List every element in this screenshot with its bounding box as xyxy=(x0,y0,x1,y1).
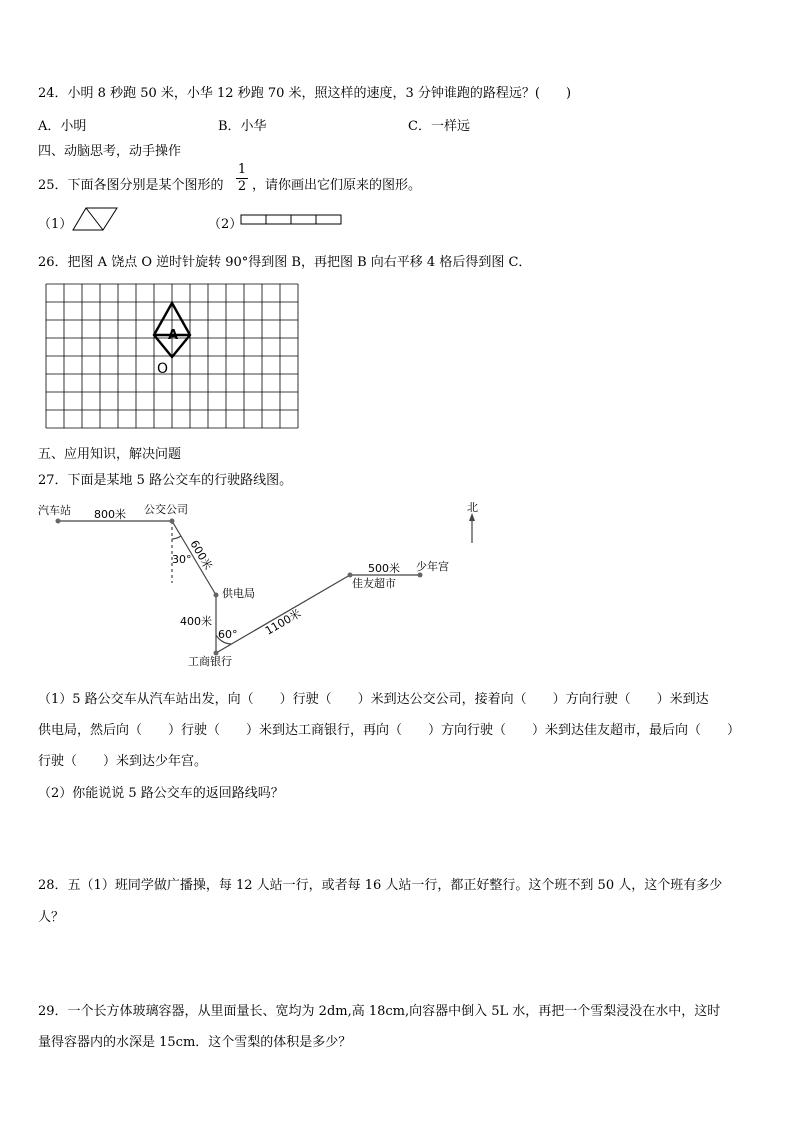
question-25-text-after: ，请你画出它们原来的图形。 xyxy=(252,178,422,193)
distance-800: 800米 xyxy=(94,508,126,521)
q28-line2: 人？ xyxy=(38,910,65,925)
distance-500: 500米 xyxy=(368,562,400,575)
distance-400: 400米 xyxy=(180,615,212,628)
q27-sub1-line2: 供电局，然后向（ ）行驶（ ）米到达工商银行，再向（ ）方向行驶（ ）米到达佳友超市，最后向（ ） xyxy=(38,723,741,738)
q24-option-b: B．小华 xyxy=(218,119,267,134)
fraction-numerator: 1 xyxy=(237,162,247,177)
question-26: 26．把图 A 饶点 O 逆时针旋转 90°得到图 B，再把图 B 向右平移 4 格后得到图 C． xyxy=(38,255,532,270)
strip-half-figure xyxy=(240,214,344,226)
bus-company-label: 公交公司 xyxy=(144,503,188,516)
power-bureau-label: 供电局 xyxy=(222,587,255,600)
rotation-grid xyxy=(44,282,302,432)
point-o-label: O xyxy=(157,361,169,377)
q24-option-a: A．小明 xyxy=(38,119,87,134)
angle-60: 60° xyxy=(218,628,238,641)
supermarket-label: 佳友超市 xyxy=(352,577,396,590)
shape-a-label: A xyxy=(168,328,179,343)
q27-sub1-line3: 行驶（ ）米到达少年宫。 xyxy=(38,754,208,769)
north-label: 北 xyxy=(467,501,478,514)
station-label: 汽车站 xyxy=(38,504,71,517)
section-4-heading: 四、动脑思考，动手操作 xyxy=(38,144,182,159)
q24-option-c: C．一样远 xyxy=(408,119,470,134)
question-27: 27．下面是某地 5 路公交车的行驶路线图。 xyxy=(38,473,293,488)
q29-line2: 量得容器内的水深是 15cm．这个雪梨的体积是多少？ xyxy=(38,1035,352,1050)
question-24: 24．小明 8 秒跑 50 米，小华 12 秒跑 70 米，照这样的速度，3 分钟谁跑的路程远？( ) xyxy=(38,86,572,101)
q27-sub1-line1: （1）5 路公交车从汽车站出发，向（ ）行驶（ ）米到达公交公司，接着向（ ）方向行驶（ ）米到达 xyxy=(38,692,709,707)
angle-30: 30° xyxy=(172,553,192,566)
q28-line1: 28．五（1）班同学做广播操，每 12 人站一行，或者每 16 人站一行，都正好整行。这个班不到 50 人，这个班有多少 xyxy=(38,878,723,893)
distance-1100: 1100米 xyxy=(263,606,304,638)
distance-600: 600米 xyxy=(187,538,215,573)
q29-line1: 29．一个长方体玻璃容器，从里面量长、宽均为 2dm,高 18cm,向容器中倒入 5L 水，再把一个雪梨浸没在水中，这时 xyxy=(38,1004,721,1019)
q25-label-2: （2） xyxy=(208,217,243,232)
fraction-one-half xyxy=(236,163,248,194)
youth-palace-label: 少年宫 xyxy=(416,560,449,573)
q25-label-1: （1） xyxy=(38,217,73,232)
q27-sub2: （2）你能说说 5 路公交车的返回路线吗？ xyxy=(38,786,284,801)
bus-route-map xyxy=(30,495,500,675)
bank-label: 工商银行 xyxy=(188,655,232,668)
parallelogram-half-figure xyxy=(72,206,120,232)
section-5-heading: 五、应用知识，解决问题 xyxy=(38,447,182,462)
fraction-denominator: 2 xyxy=(237,179,247,194)
question-25-text-before: 25．下面各图分别是某个图形的 xyxy=(38,178,224,193)
